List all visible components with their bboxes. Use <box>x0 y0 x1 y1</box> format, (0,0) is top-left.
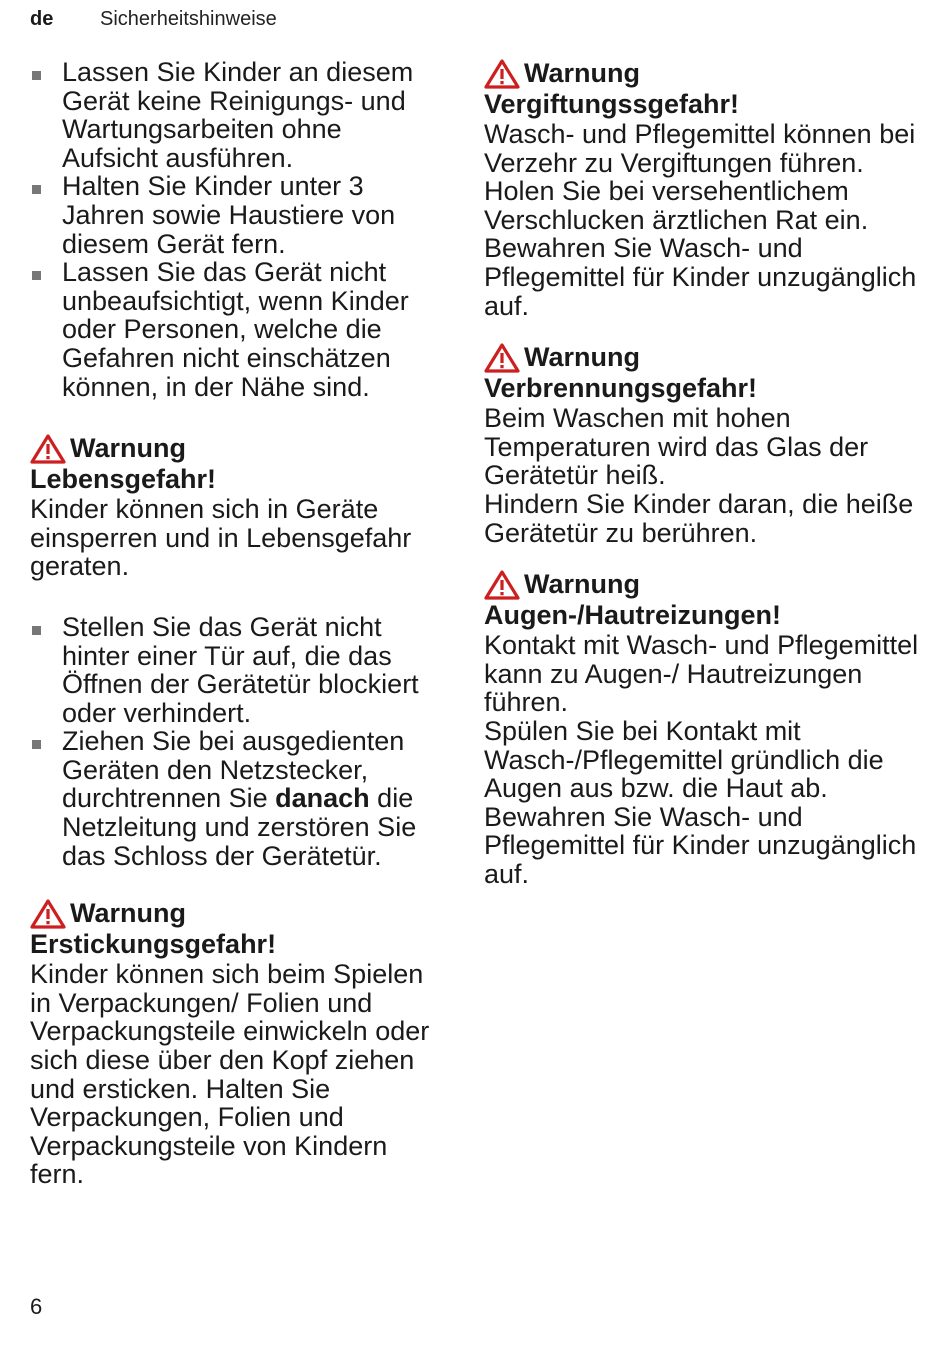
square-bullet-icon <box>32 185 41 194</box>
square-bullet-icon <box>32 626 41 635</box>
warning-triangle-icon <box>30 434 66 464</box>
list-item: Lassen Sie das Gerät nicht unbeaufsichtigt, wenn Kinder oder Personen, welche die Gefahren nicht einschätzen können, in der Nähe sind. <box>30 258 442 401</box>
warning-block-augen-hautreizungen <box>484 569 924 888</box>
warning-text: Beim Waschen mit hohen Temperaturen wird das Glas der Gerätetür heiß. <box>484 403 869 491</box>
left-column <box>30 58 442 1189</box>
emphasis: danach <box>275 783 370 814</box>
warning-block-lebensgefahr <box>30 433 442 581</box>
warning-text: Holen Sie bei versehentlichem Verschlucken ärztlichen Rat ein. Bewahren Sie Wasch- und Pflegemittel für Kinder unzugänglich auf. <box>484 176 917 321</box>
warning-block-erstickungsgefahr <box>30 898 442 1189</box>
warning-label: Warnung <box>524 342 640 373</box>
list-item: Ziehen Sie bei ausgedienten Geräten den Netzstecker, durchtrennen Sie danach die Netzleitung und zerstören Sie das Schloss der Gerätetür. <box>30 727 442 870</box>
warning-hazard: Vergiftungssgefahr! <box>484 89 740 119</box>
warning-block-verbrennungsgefahr <box>484 342 924 547</box>
warning-text: Wasch- und Pflegemittel können bei Verzehr zu Vergiftungen führen. <box>484 119 916 178</box>
warning-label: Warnung <box>524 58 640 88</box>
warning-label: Warnung <box>70 433 186 464</box>
section-title: Sicherheitshinweise <box>100 8 277 30</box>
warning-text: Kinder können sich beim Spielen in Verpackungen/ Folien und Verpackungsteile einwickeln oder sich diese über den Kopf ziehen und ersticken. Halten Sie Verpackungen, Folien und Verpackungsteile von Kindern fern. <box>30 959 430 1190</box>
warning-hazard: Erstickungsgefahr! <box>30 929 277 960</box>
warning-block-vergiftungsgefahr <box>484 58 924 320</box>
language-code: de <box>30 8 54 30</box>
warning-triangle-icon <box>30 899 66 929</box>
warning-hazard: Augen-/Hautreizungen! <box>484 600 781 631</box>
warning-hazard: Verbrennungsgefahr! <box>484 373 758 404</box>
list-item: Stellen Sie das Gerät nicht hinter einer Tür auf, die das Öffnen der Gerätetür blockiert oder verhindert. <box>30 613 442 727</box>
bullet-list <box>30 58 442 401</box>
warning-text: Kontakt mit Wasch- und Pflegemittel kann zu Augen-/ Hautreizungen führen. <box>484 630 919 718</box>
warning-triangle-icon <box>484 343 520 373</box>
warning-text: Hindern Sie Kinder daran, die heiße Gerätetür zu berühren. <box>484 488 914 548</box>
warning-triangle-icon <box>484 59 520 89</box>
warning-label: Warnung <box>524 569 640 600</box>
right-column <box>484 58 924 888</box>
square-bullet-icon <box>32 271 41 280</box>
warning-text: Kinder können sich in Geräte einsperren und in Lebensgefahr geraten. <box>30 494 412 582</box>
warning-label: Warnung <box>70 898 186 929</box>
page-number: 6 <box>30 1294 43 1319</box>
list-item: Lassen Sie Kinder an diesem Gerät keine Reinigungs- und Wartungsarbeiten ohne Aufsicht ausführen. <box>30 58 442 172</box>
warning-hazard: Lebensgefahr! <box>30 464 217 495</box>
bullet-list <box>30 613 442 870</box>
list-item: Halten Sie Kinder unter 3 Jahren sowie Haustiere von diesem Gerät fern. <box>30 172 442 258</box>
warning-triangle-icon <box>484 570 520 600</box>
square-bullet-icon <box>32 740 41 749</box>
square-bullet-icon <box>32 71 41 80</box>
warning-text: Spülen Sie bei Kontakt mit Wasch-/Pflegemittel gründlich die Augen aus bzw. die Haut ab. Bewahren Sie Wasch- und Pflegemittel für Kinder unzugänglich auf. <box>484 715 917 889</box>
